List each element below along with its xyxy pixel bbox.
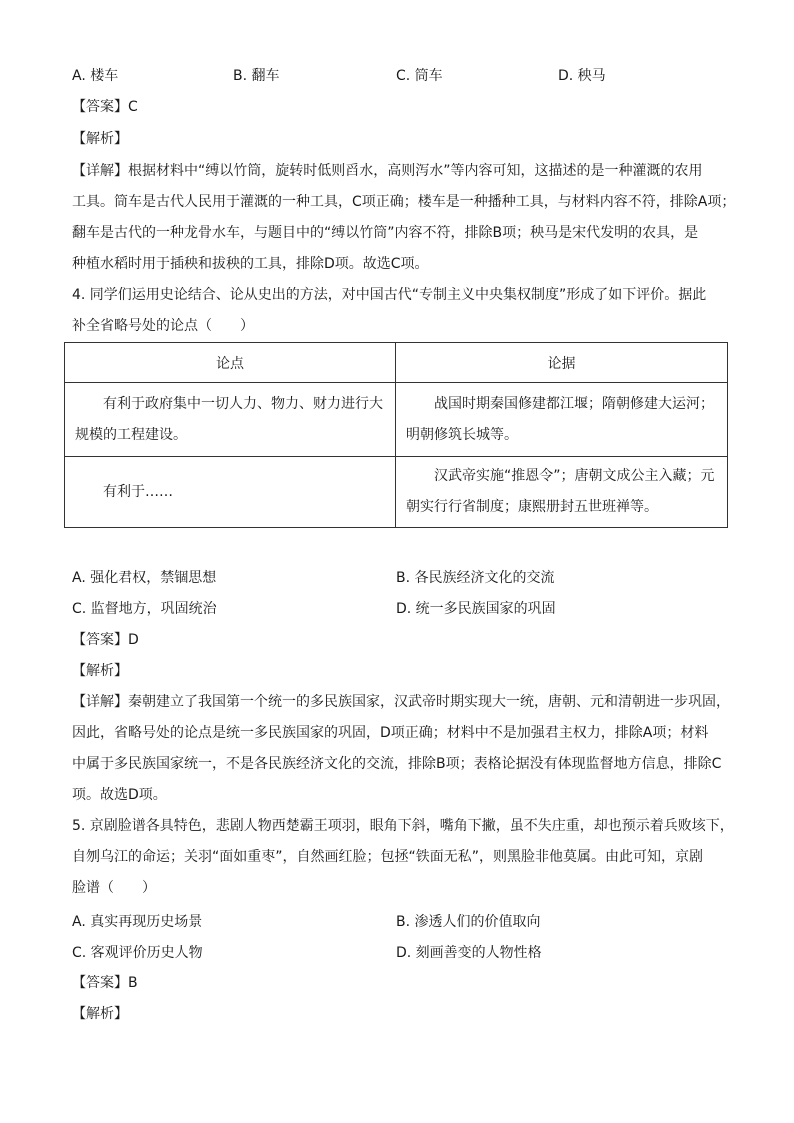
table-cell-thesis: 有利于政府集中一切人力、物力、财力进行大规模的工程建设。 xyxy=(65,383,396,457)
q4-option-c[interactable]: C. 监督地方，巩固统治 xyxy=(72,601,217,617)
q5-stem-line-2: 自刎乌江的命运；关羽“面如重枣”，自然画红脸；包拯“铁面无私”，则黑脸非他莫属。由此可知，京剧 xyxy=(72,849,704,865)
q5-analysis-label: 【解析】 xyxy=(72,1006,128,1022)
q5-option-c[interactable]: C. 客观评价历史人物 xyxy=(72,945,203,961)
table-cell-evidence: 汉武帝实施“推恩令”；唐朝文成公主入藏；元朝实行行省制度；康熙册封五世班禅等。 xyxy=(396,457,728,528)
q4-analysis-label: 【解析】 xyxy=(72,663,128,679)
q4-detail-line-1: 【详解】秦朝建立了我国第一个统一的多民族国家，汉武帝时期实现大一统，唐朝、元和清朝进一步巩固， xyxy=(72,694,730,710)
argument-table xyxy=(64,342,728,528)
q3-detail-line-4: 种植水稻时用于插秧和拔秧的工具，排除D项。故选C项。 xyxy=(72,256,429,272)
q4-detail-line-3: 中属于多民族国家统一，不是各民族经济文化的交流，排除B项；表格论据没有体现监督地方信息，排除C xyxy=(72,756,722,772)
table-cell-thesis: 有利于…… xyxy=(65,457,396,528)
q4-detail-line-2: 因此，省略号处的论点是统一多民族国家的巩固，D项正确；材料中不是加强君主权力，排除A项；材料 xyxy=(72,725,709,741)
q3-detail-line-2: 工具。筒车是古代人民用于灌溉的一种工具，C项正确；楼车是一种播种工具，与材料内容不符，排除A项； xyxy=(72,194,736,210)
q4-option-a[interactable]: A. 强化君权，禁锢思想 xyxy=(72,570,217,586)
table-header-thesis: 论点 xyxy=(65,343,396,383)
q5-stem-line-3: 脸谱（ ） xyxy=(72,880,156,896)
q5-stem-line-1: 5. 京剧脸谱各具特色，悲剧人物西楚霸王项羽，眼角下斜，嘴角下撇，虽不失庄重，却也预示着兵败垓下， xyxy=(72,818,734,834)
q4-answer: 【答案】D xyxy=(72,632,139,648)
q3-detail-line-1: 【详解】根据材料中“缚以竹筒，旋转时低则舀水，高则泻水”等内容可知，这描述的是一种灌溉的农用 xyxy=(72,163,703,179)
q3-detail-line-3: 翻车是古代的一种龙骨水车，与题目中的“缚以竹筒”内容不符，排除B项；秧马是宋代发明的农具，是 xyxy=(72,225,699,241)
q3-option-b[interactable]: B. 翻车 xyxy=(233,68,280,84)
q5-option-b[interactable]: B. 渗透人们的价值取向 xyxy=(396,914,541,930)
table-cell-evidence: 战国时期秦国修建都江堰；隋朝修建大运河；明朝修筑长城等。 xyxy=(396,383,728,457)
q3-answer: 【答案】C xyxy=(72,99,138,115)
q3-option-d[interactable]: D. 秧马 xyxy=(558,68,606,84)
table-row xyxy=(65,383,728,457)
q4-option-b[interactable]: B. 各民族经济文化的交流 xyxy=(396,570,555,586)
table-row xyxy=(65,457,728,528)
q4-detail-line-4: 项。故选D项。 xyxy=(72,787,167,803)
q5-option-a[interactable]: A. 真实再现历史场景 xyxy=(72,914,203,930)
q5-answer: 【答案】B xyxy=(72,975,138,991)
table-header-evidence: 论据 xyxy=(396,343,728,383)
q3-option-a[interactable]: A. 楼车 xyxy=(72,68,119,84)
q3-option-c[interactable]: C. 筒车 xyxy=(396,68,443,84)
table-header-row xyxy=(65,343,728,383)
q5-option-d[interactable]: D. 刻画善变的人物性格 xyxy=(396,945,542,961)
q4-stem-line-2: 补全省略号处的论点（ ） xyxy=(72,318,254,334)
q4-option-d[interactable]: D. 统一多民族国家的巩固 xyxy=(396,601,556,617)
q4-stem-line-1: 4. 同学们运用史论结合、论从史出的方法，对中国古代“专制主义中央集权制度”形成了如下评价。据此 xyxy=(72,287,707,303)
q3-analysis-label: 【解析】 xyxy=(72,131,128,147)
